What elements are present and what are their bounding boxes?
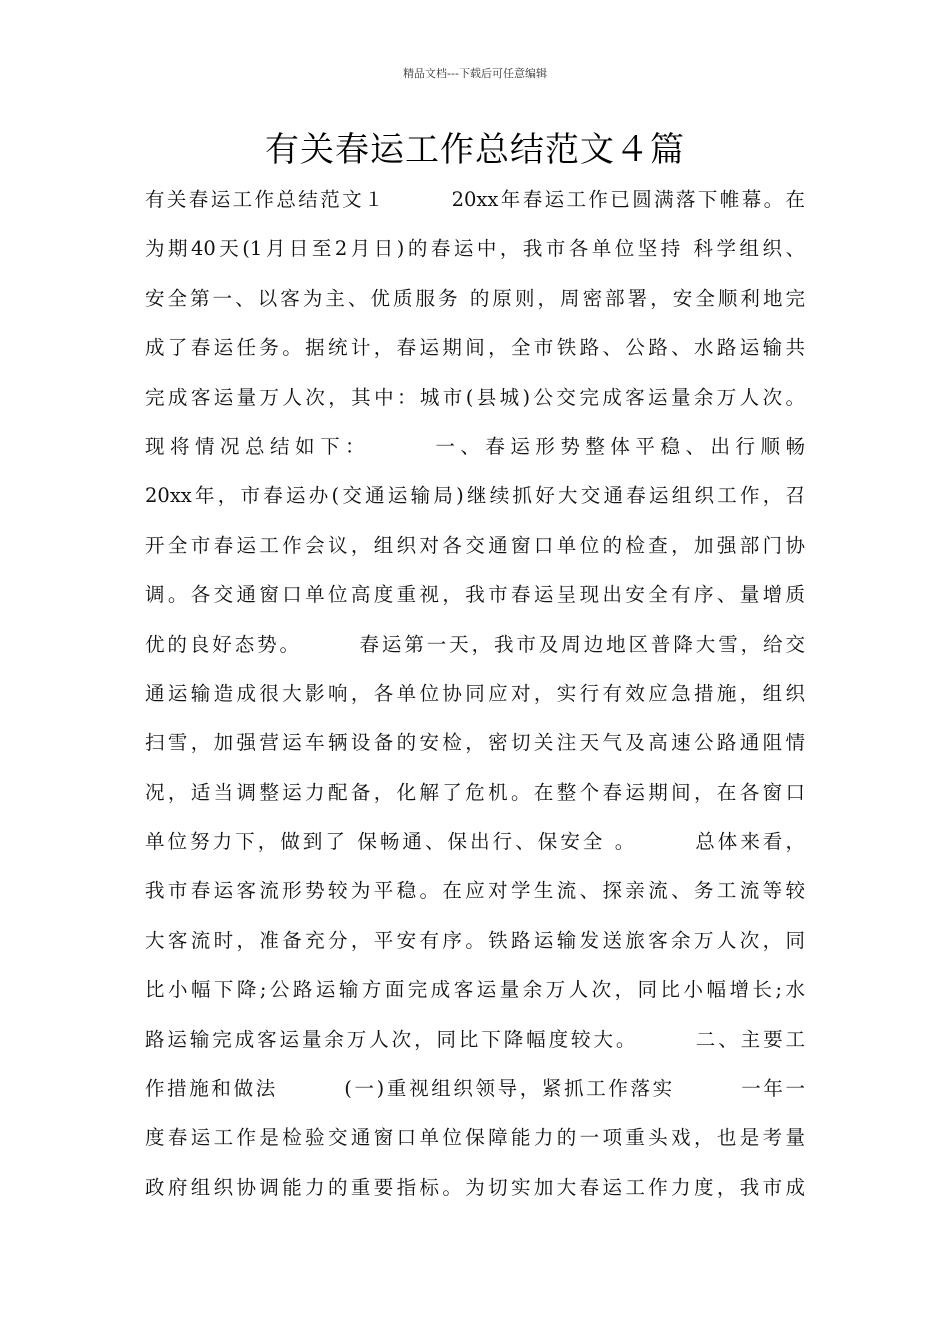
body-line: 现将情况总结如下： 一、春运形势整体平稳、出行顺畅 (145, 434, 805, 458)
body-line: 通运输造成很大影响，各单位协同应对，实行有效应急措施，组织 (145, 681, 805, 705)
page-header-note: 精品文档---下载后可任意编辑 (403, 67, 547, 80)
body-line: 比小幅下降;公路运输方面完成客运量余万人次，同比小幅增长;水 (145, 978, 805, 1002)
body-line: 20xx年，市春运办(交通运输局)继续抓好大交通春运组织工作，召 (145, 484, 805, 508)
body-line: 度春运工作是检验交通窗口单位保障能力的一项重头戏，也是考量 (145, 1126, 805, 1150)
body-line: 扫雪，加强营运车辆设备的安检，密切关注天气及高速公路通阻情 (145, 731, 805, 755)
body-line: 开全市春运工作会议，组织对各交通窗口单位的检查，加强部门协 (145, 533, 805, 557)
document-body (145, 180, 805, 1217)
body-line: 安全第一、以客为主、优质服务 的原则，周密部署，安全顺利地完 (145, 286, 805, 310)
body-line: 有关春运工作总结范文１ 20xx年春运工作已圆满落下帷幕。在 (145, 188, 805, 211)
body-line: 我市春运客流形势较为平稳。在应对学生流、探亲流、务工流等较 (145, 879, 805, 903)
body-line: 政府组织协调能力的重要指标。为切实加大春运工作力度，我市成 (145, 1175, 805, 1199)
body-line: 调。各交通窗口单位高度重视，我市春运呈现出安全有序、量增质 (145, 583, 805, 607)
body-line: 路运输完成客运量余万人次，同比下降幅度较大。 二、主要工 (145, 1027, 805, 1051)
document-title: 有关春运工作总结范文４篇 (265, 130, 685, 170)
body-line: 完成客运量万人次，其中：城市(县城)公交完成客运量余万人次。 (145, 385, 805, 409)
body-line: 作措施和做法 (一)重视组织领导，紧抓工作落实 一年一 (145, 1077, 805, 1101)
body-line: 大客流时，准备充分，平安有序。铁路运输发送旅客余万人次，同 (145, 928, 805, 952)
body-line: 优的良好态势。 春运第一天，我市及周边地区普降大雪，给交 (145, 632, 805, 656)
body-line: 为期40天(1月日至2月日)的春运中，我市各单位坚持 科学组织、 (145, 237, 805, 261)
body-line: 单位努力下，做到了 保畅通、保出行、保安全 。 总体来看， (145, 830, 805, 854)
body-line: 成了春运任务。据统计，春运期间，全市铁路、公路、水路运输共 (145, 336, 805, 360)
body-line: 况，适当调整运力配备，化解了危机。在整个春运期间，在各窗口 (145, 780, 805, 804)
